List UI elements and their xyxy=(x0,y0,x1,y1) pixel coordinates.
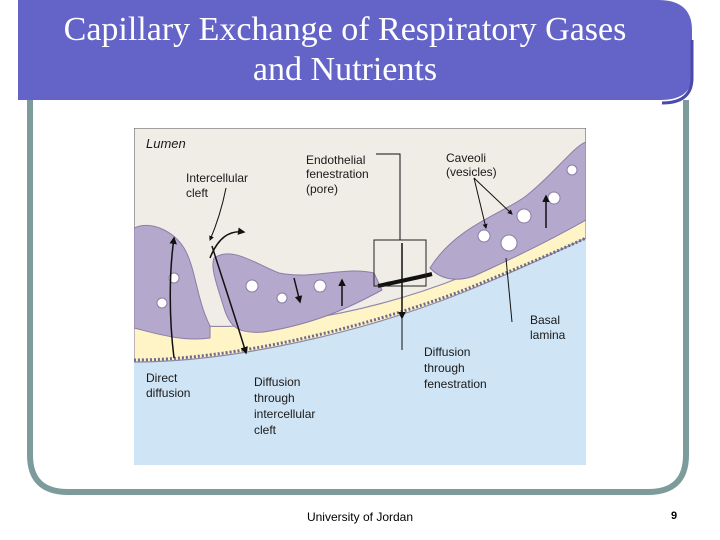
caveola xyxy=(478,230,490,242)
footer-institution: University of Jordan xyxy=(306,510,414,524)
label-basal-lamina: Basal lamina xyxy=(530,313,566,342)
caveola xyxy=(517,209,531,223)
caveola xyxy=(314,280,326,292)
title-line-2: and Nutrients xyxy=(252,51,438,88)
label-direct-diffusion: Direct diffusion xyxy=(146,371,191,400)
label-lumen: Lumen xyxy=(146,136,186,151)
caveola xyxy=(157,298,167,308)
label-diffusion-fenestration: Diffusion through fenestration xyxy=(424,345,487,391)
caveola xyxy=(246,280,258,292)
caveola xyxy=(567,165,577,175)
label-diffusion-intercellular-cleft: Diffusion through intercellular cleft xyxy=(254,375,316,437)
capillary-exchange-diagram xyxy=(134,128,586,465)
slide-footer xyxy=(0,510,720,528)
slide-title xyxy=(0,10,690,90)
title-line-1: Capillary Exchange of Respiratory Gases xyxy=(63,11,627,48)
caveola xyxy=(548,192,560,204)
caveola xyxy=(501,235,517,251)
caveola xyxy=(277,293,287,303)
label-intercellular-cleft: Intercellular cleft xyxy=(186,171,249,200)
page-number: 9 xyxy=(670,510,678,522)
label-endothelial-fenestration: Endothelial fenestration (pore) xyxy=(306,153,369,196)
label-caveoli: Caveoli (vesicles) xyxy=(446,151,497,179)
